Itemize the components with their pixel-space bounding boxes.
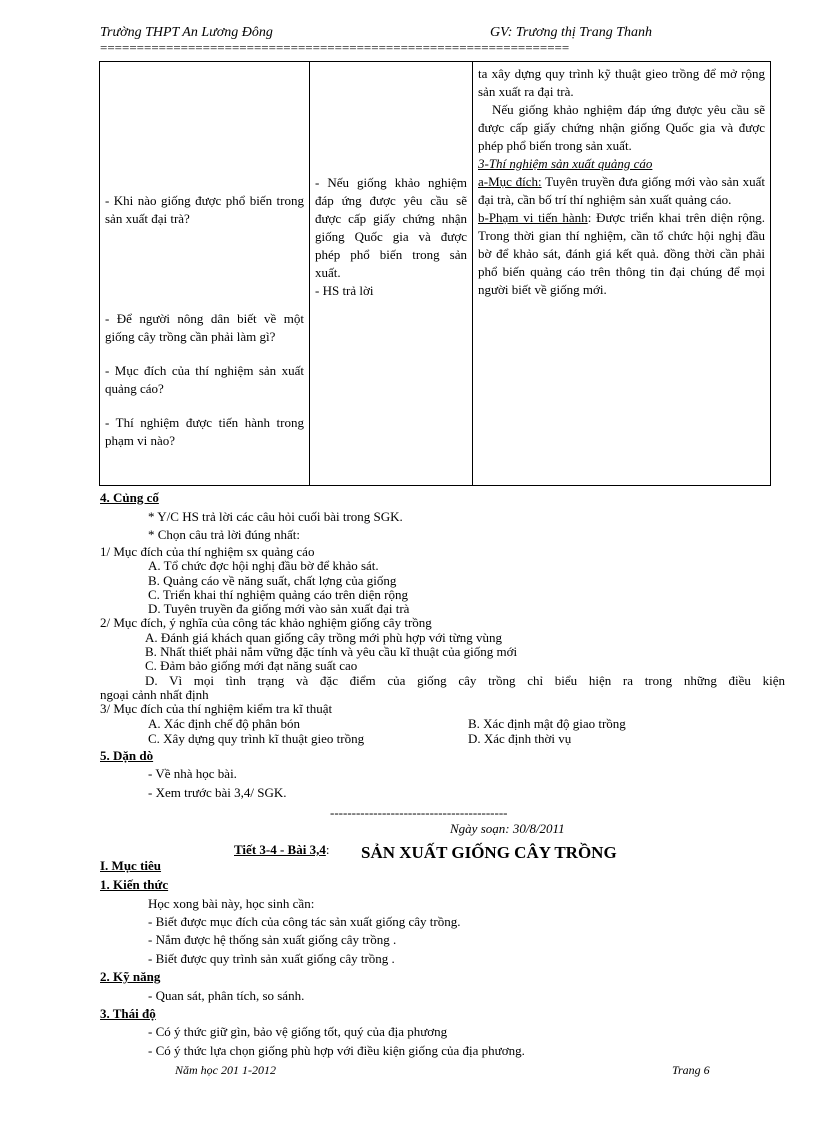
table-row	[100, 62, 771, 486]
option-item: B. Nhất thiết phải nắm vững đặc tính và yêu cầu kĩ thuật của giống mới	[145, 644, 518, 659]
objective-line: - Quan sát, phân tích, so sánh.	[148, 988, 305, 1003]
student-answers-cell	[310, 62, 473, 486]
lesson-title: SẢN XUẤT GIỐNG CÂY TRỒNG	[361, 843, 617, 862]
teacher-questions-cell	[100, 62, 310, 486]
question-item: - Khi nào giống được phổ biến trong sản xuất đại trà?	[105, 193, 304, 226]
question-1: 1/ Mục đích của thí nghiệm sx quảng cáo	[100, 544, 315, 559]
question-item: - Mục đích của thí nghiệm sản xuất quảng cáo?	[105, 363, 304, 396]
option-item: C. Xây dựng quy trình kĩ thuật gieo trồng	[148, 731, 365, 746]
content-paragraph: ta xây dựng quy trình kỹ thuật gieo trồng để mở rộng sản xuất ra đại trà.	[478, 66, 765, 99]
section-heading-objectives: I. Mục tiêu	[100, 858, 162, 873]
answer-item: - HS trả lời	[315, 283, 374, 298]
lesson-table	[99, 61, 771, 486]
option-item-continued: ngoại cảnh nhất định	[100, 687, 209, 702]
consolidation-line: * Y/C HS trả lời các câu hỏi cuối bài trong SGK.	[148, 509, 403, 524]
objective-line: - Nắm được hệ thống sản xuất giống cây trồng .	[148, 932, 397, 947]
section-divider: -----------------------------------------	[330, 805, 508, 820]
header-rule: ================================================================	[100, 40, 570, 55]
content-paragraph	[478, 209, 765, 299]
objective-line: Học xong bài này, học sinh cần:	[148, 896, 315, 911]
question-3: 3/ Mục đích của thí nghiệm kiểm tra kĩ thuật	[100, 701, 333, 716]
option-item: B. Quảng cáo về năng suất, chất lợng của giống	[148, 573, 397, 588]
option-item: A. Tổ chức đợc hội nghị đầu bờ để khảo sát.	[148, 558, 379, 573]
answer-item: - Nếu giống khảo nghiệm đáp ứng được yêu cầu sẽ được cấp giấy chứng nhận giống Quốc gia và được phép phổ biến trong sản xuất.	[315, 175, 467, 280]
section-heading-skills: 2. Kỹ năng	[100, 969, 161, 984]
objective-line: - Biết được mục đích của công tác sản xuất giống cây trồng.	[148, 914, 461, 929]
scope-label: b-Phạm vi tiến hành	[478, 210, 588, 225]
objective-line: - Biết được quy trình sản xuất giống cây trồng .	[148, 951, 395, 966]
content-paragraph: Nếu giống khảo nghiệm đáp ứng được yêu cầu sẽ được cấp giấy chứng nhận giống Quốc gia và được phép phổ biến trong sản xuất.	[478, 102, 765, 153]
teacher-name: GV: Trương thị Trang Thanh	[490, 25, 653, 40]
option-item: A. Đánh giá khách quan giống cây trồng mới phù hợp với từng vùng	[145, 630, 502, 645]
lesson-period: Tiết 3-4 - Bài 3,4:	[234, 842, 330, 857]
footer-page-number: Trang 6	[672, 1063, 710, 1077]
objective-line: - Có ý thức lựa chọn giống phù hợp với điều kiện giống của địa phương.	[148, 1043, 525, 1058]
option-item: D. Tuyên truyền đa giống mới vào sản xuất đại trà	[148, 601, 410, 616]
lesson-content-cell	[473, 62, 771, 486]
school-name: Trường THPT An Lương Đông	[100, 25, 273, 40]
homework-line: - Về nhà học bài.	[148, 766, 237, 781]
section-heading-consolidation: 4. Củng cố	[100, 490, 159, 505]
purpose-label: a-Mục đích:	[478, 174, 542, 189]
option-item: D. Xác định thời vụ	[468, 731, 572, 746]
option-item: C. Đảm bảo giống mới đạt năng suất cao	[145, 658, 358, 673]
purpose-text: Tuyên truyền đưa giống mới vào sản xuất đại trà, cần bố trí thí nghiệm sản xuất quảng cáo.	[478, 174, 765, 207]
question-item: - Thí nghiệm được tiến hành trong phạm vi nào?	[105, 415, 304, 448]
content-paragraph	[478, 173, 765, 209]
scope-text: : Được triển khai trên diện rộng. Trong thời gian thí nghiệm, cần tổ chức hội nghị đầu bờ để khảo sát, đánh giá kết quả. đồng thời cần phải phổ biến quảng cáo trên thông tin đại chúng để mọi người biết về giống mới.	[478, 210, 765, 297]
homework-line: - Xem trước bài 3,4/ SGK.	[148, 785, 287, 800]
section-heading-homework: 5. Dặn dò	[100, 748, 154, 763]
content-subheading: 3-Thí nghiệm sản xuất quảng cáo	[478, 156, 653, 171]
footer-school-year: Năm học 201 1-2012	[175, 1063, 276, 1077]
option-item: D. Vì mọi tình trạng và đặc điểm của giống cây trồng chỉ biểu hiện ra trong những điều kiện	[145, 673, 785, 688]
consolidation-line: * Chọn câu trả lời đúng nhất:	[148, 527, 301, 542]
section-heading-knowledge: 1. Kiến thức	[100, 877, 169, 892]
question-2: 2/ Mục đích, ý nghĩa của công tác khảo nghiệm giống cây trồng	[100, 615, 432, 630]
question-item: - Để người nông dân biết về một giống cây trồng cần phải làm gì?	[105, 311, 304, 344]
option-item: C. Triển khai thí nghiệm quảng cáo trên diện rộng	[148, 587, 408, 602]
section-heading-attitude: 3. Thái độ	[100, 1006, 156, 1021]
objective-line: - Có ý thức giữ gìn, bảo vệ giống tốt, quý của địa phương	[148, 1024, 448, 1039]
prepared-date: Ngày soạn: 30/8/2011	[450, 821, 565, 836]
option-item: B. Xác định mật độ giao trồng	[468, 716, 626, 731]
option-item: A. Xác định chế độ phân bón	[148, 716, 300, 731]
